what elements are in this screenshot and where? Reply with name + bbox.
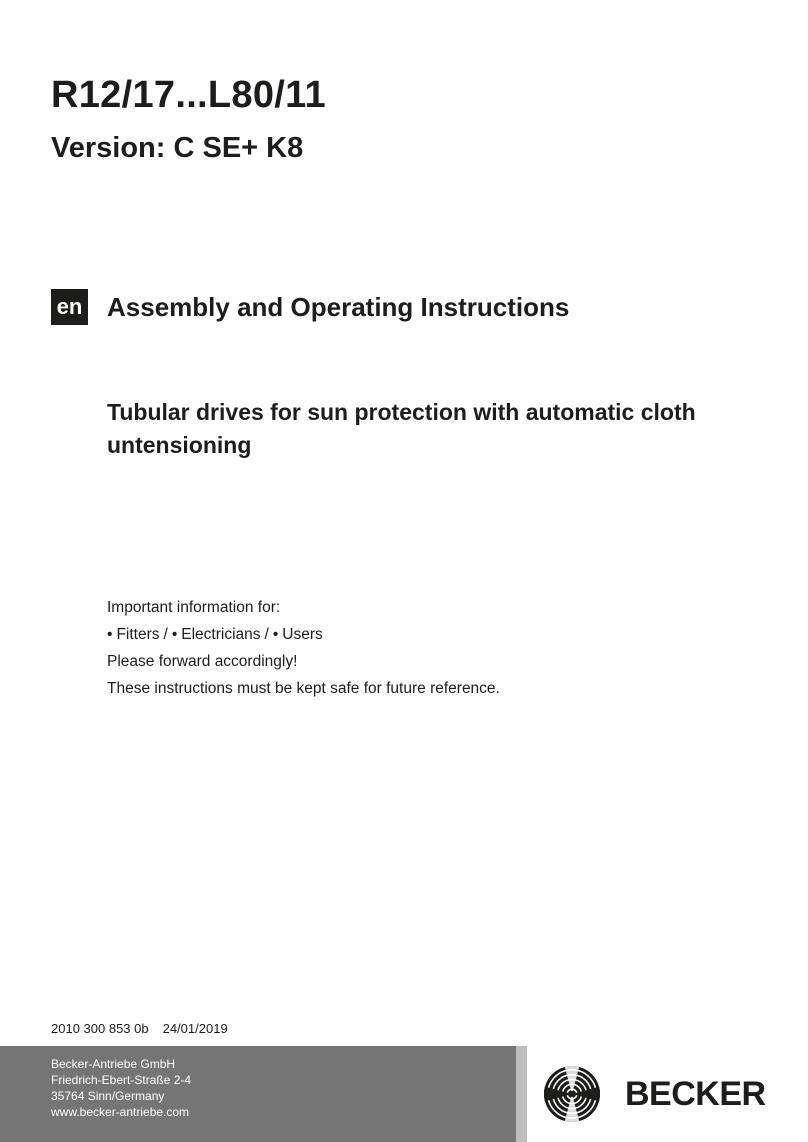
document-meta xyxy=(51,1020,228,1038)
company-name: Becker-Antriebe GmbH xyxy=(51,1057,176,1071)
model-title: R12/17...L80/11 xyxy=(51,74,326,116)
company-website: www.becker-antriebe.com xyxy=(51,1105,190,1119)
document-date: 24/01/2019 xyxy=(162,1021,228,1036)
bullet-icon: • xyxy=(107,626,113,643)
company-address xyxy=(51,1056,191,1120)
company-city: 35764 Sinn/Germany xyxy=(51,1089,165,1103)
info-heading: Important information for: xyxy=(107,599,281,616)
audience-users: Users xyxy=(282,626,323,643)
product-subtitle: Tubular drives for sun protection with automatic cloth untensioning xyxy=(107,399,696,458)
manual-title: Assembly and Operating Instructions xyxy=(107,292,570,322)
becker-emblem-icon xyxy=(543,1065,601,1123)
separator: / xyxy=(264,626,269,643)
audience-list xyxy=(107,621,500,648)
language-badge: en xyxy=(51,289,88,325)
bullet-icon: • xyxy=(272,626,279,643)
forward-notice: Please forward accordingly! xyxy=(107,653,298,670)
becker-logo-text: BECKER xyxy=(625,1075,766,1113)
company-street: Friedrich-Ebert-Straße 2-4 xyxy=(51,1073,192,1087)
audience-fitters: Fitters xyxy=(116,626,160,643)
keep-safe-notice: These instructions must be kept safe for future reference. xyxy=(107,680,500,697)
version-title: Version: C SE+ K8 xyxy=(51,132,304,164)
footer-divider xyxy=(516,1046,527,1142)
bullet-icon: • xyxy=(171,626,178,643)
important-info-block xyxy=(107,594,500,702)
audience-electricians: Electricians xyxy=(181,626,261,643)
document-number: 2010 300 853 0b xyxy=(51,1021,149,1036)
separator: / xyxy=(163,626,168,643)
